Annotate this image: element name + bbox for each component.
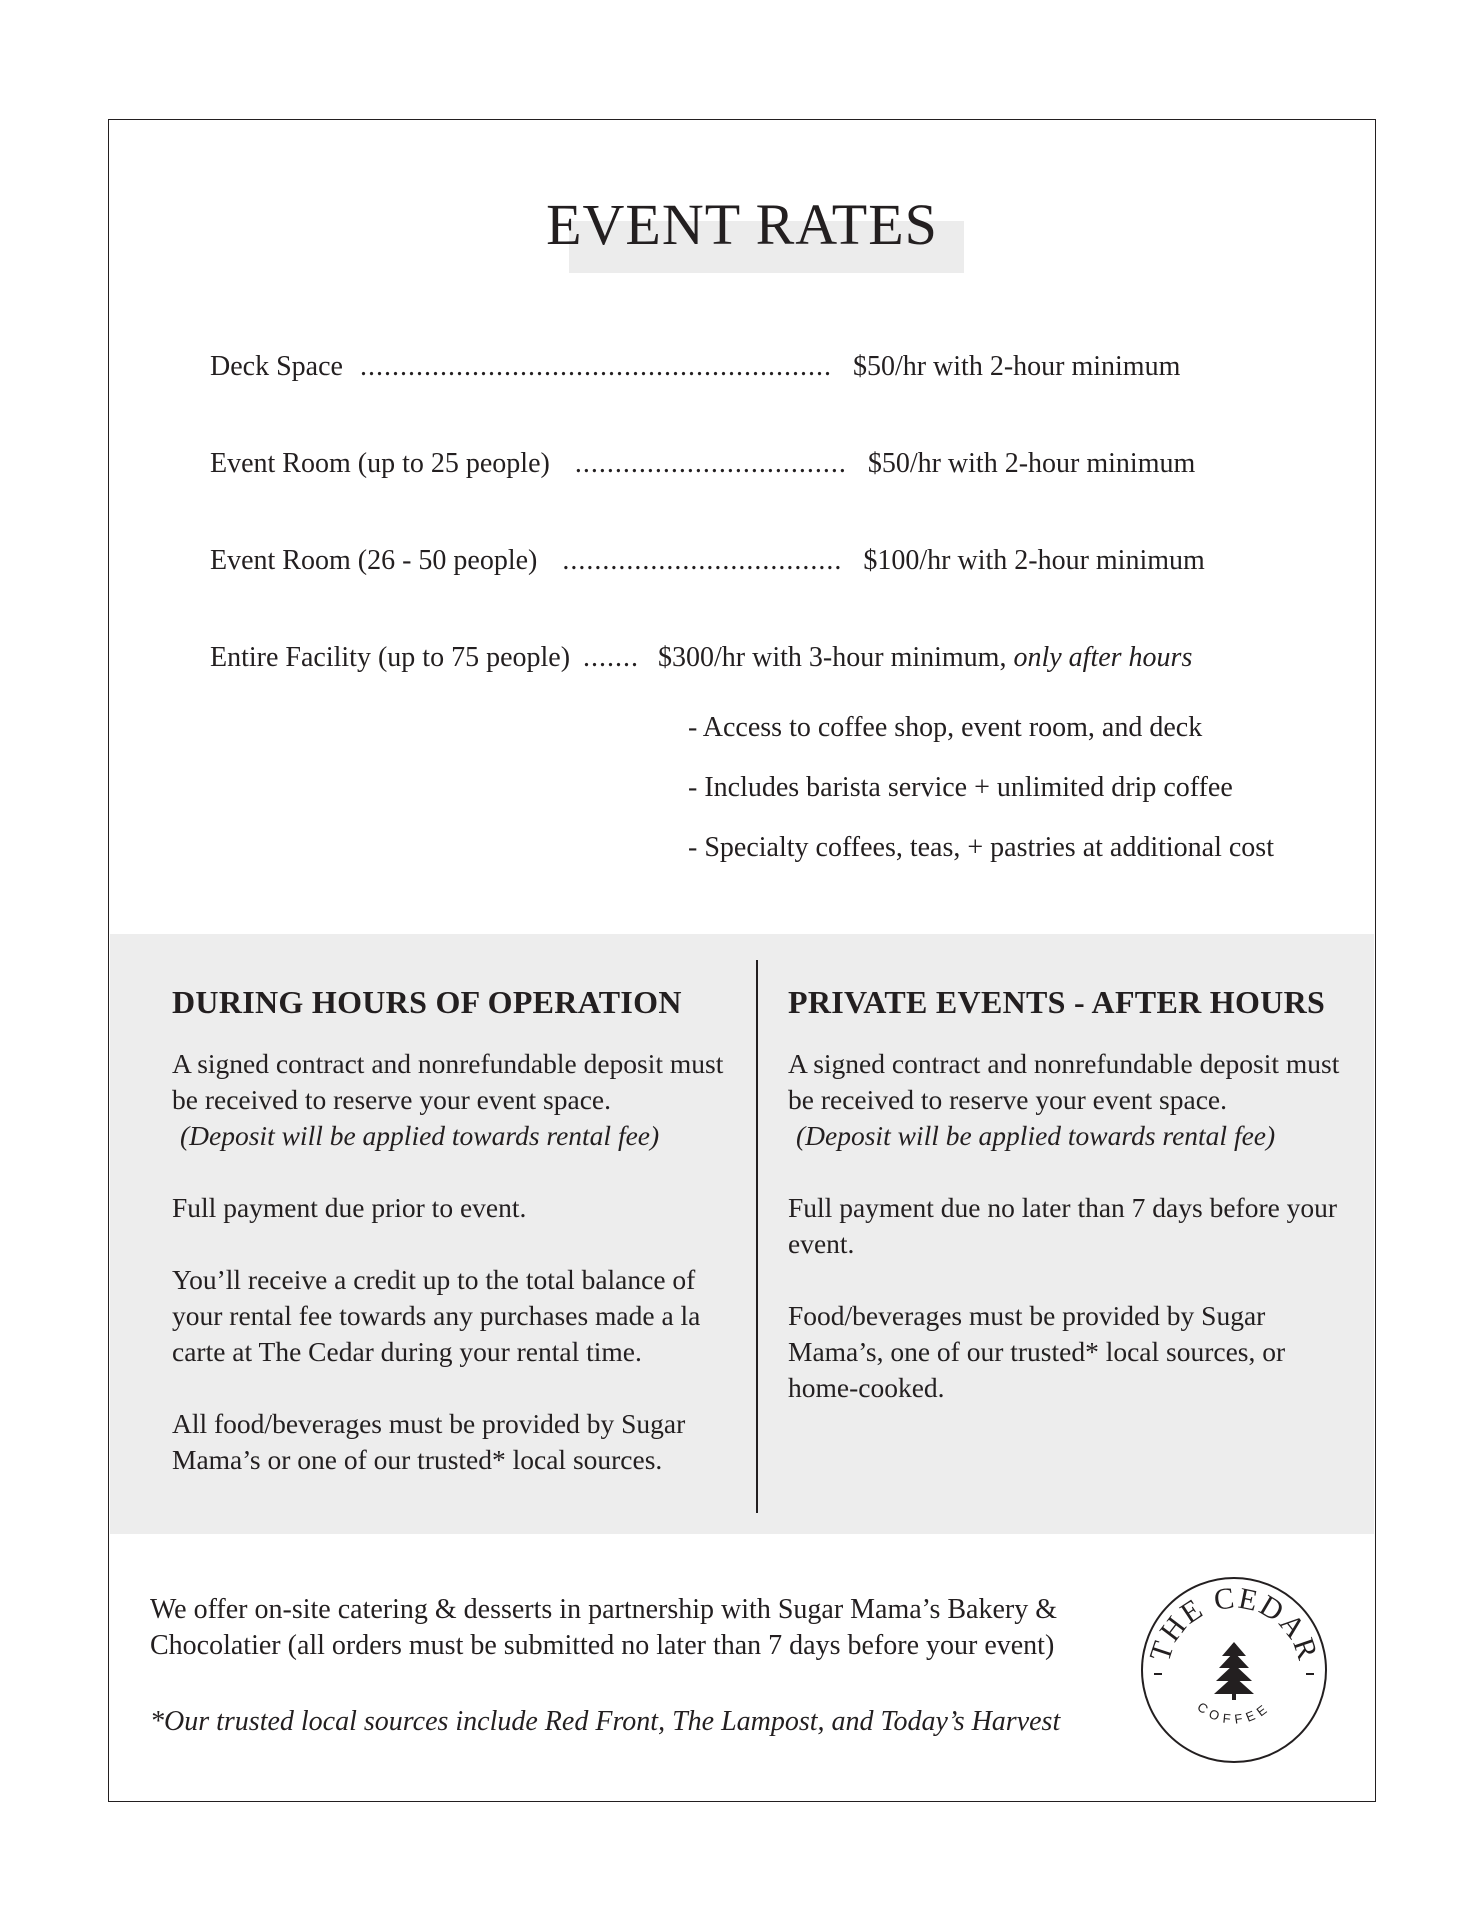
during-hours-deposit bbox=[172, 1046, 747, 1154]
after-hours-food: Food/beverages must be provided by Sugar Mama’s, one of our trusted* local sources, or home-cooked. bbox=[788, 1300, 1286, 1403]
facility-include-item: - Includes barista service + unlimited drip coffee bbox=[688, 772, 1233, 803]
rate-price: $50/hr with 2-hour minimum bbox=[852, 351, 1181, 382]
after-hours-deposit bbox=[788, 1046, 1348, 1154]
rate-price: $100/hr with 2-hour minimum bbox=[863, 545, 1205, 576]
rate-price: $300/hr with 3-hour minimum, bbox=[658, 642, 1007, 673]
column-divider bbox=[756, 960, 758, 1513]
rate-name: Entire Facility (up to 75 people) bbox=[210, 642, 571, 673]
deposit-text: A signed contract and nonrefundable deposit must be received to reserve your event space. bbox=[788, 1048, 1340, 1115]
catering-text: We offer on-site catering & desserts in partnership with Sugar Mama’s Bakery & Chocolatier (all orders must be submitted no later than 7 days before your event) bbox=[150, 1594, 1057, 1661]
leader-dots: ........................................................... bbox=[359, 351, 832, 382]
during-hours-heading: DURING HOURS OF OPERATION bbox=[172, 984, 682, 1020]
after-hours-heading: PRIVATE EVENTS - AFTER HOURS bbox=[788, 984, 1326, 1020]
rate-row-deck bbox=[210, 349, 1180, 385]
rate-row-entire-facility bbox=[210, 640, 1192, 676]
leader-dots: ....... bbox=[583, 642, 640, 673]
trusted-sources-note: *Our trusted local sources include Red Front, The Lampost, and Today’s Harvest bbox=[150, 1706, 1061, 1737]
rate-name: Event Room (26 - 50 people) bbox=[210, 545, 538, 576]
after-hours-column bbox=[788, 980, 1348, 1442]
facility-include-item: - Access to coffee shop, event room, and deck bbox=[688, 712, 1203, 743]
tree-icon bbox=[1214, 1642, 1254, 1700]
svg-text:COFFEE bbox=[1194, 1699, 1273, 1727]
logo-top-text: THE CEDAR bbox=[1143, 1581, 1325, 1666]
leader-dots: ................................... bbox=[562, 545, 843, 576]
during-hours-food: All food/beverages must be provided by Sugar Mama’s or one of our trusted* local sources. bbox=[172, 1408, 686, 1475]
cedar-coffee-logo bbox=[1138, 1574, 1330, 1766]
during-hours-payment: Full payment due prior to event. bbox=[172, 1192, 527, 1223]
deposit-note: (Deposit will be applied towards rental fee) bbox=[180, 1120, 660, 1151]
after-hours-payment: Full payment due no later than 7 days before your event. bbox=[788, 1192, 1338, 1259]
deposit-text: A signed contract and nonrefundable deposit must be received to reserve your event space. bbox=[172, 1048, 724, 1115]
logo-bottom-text: COFFEE bbox=[1194, 1699, 1274, 1727]
rate-note: only after hours bbox=[1013, 642, 1193, 673]
during-hours-credit: You’ll receive a credit up to the total balance of your rental fee towards any purchases made a la carte at The Cedar during your rental time. bbox=[172, 1264, 701, 1367]
rate-name: Event Room (up to 25 people) bbox=[210, 448, 550, 479]
rate-price: $50/hr with 2-hour minimum bbox=[867, 448, 1196, 479]
facility-include-item: - Specialty coffees, teas, + pastries at additional cost bbox=[688, 832, 1274, 863]
page-title: EVENT RATES bbox=[546, 192, 938, 257]
leader-dots: .................................. bbox=[574, 448, 847, 479]
during-hours-column bbox=[172, 980, 747, 1514]
deposit-note: (Deposit will be applied towards rental fee) bbox=[796, 1120, 1276, 1151]
rate-name: Deck Space bbox=[210, 351, 343, 382]
rate-row-event-room-small bbox=[210, 446, 1195, 482]
rate-row-event-room-large bbox=[210, 543, 1205, 579]
